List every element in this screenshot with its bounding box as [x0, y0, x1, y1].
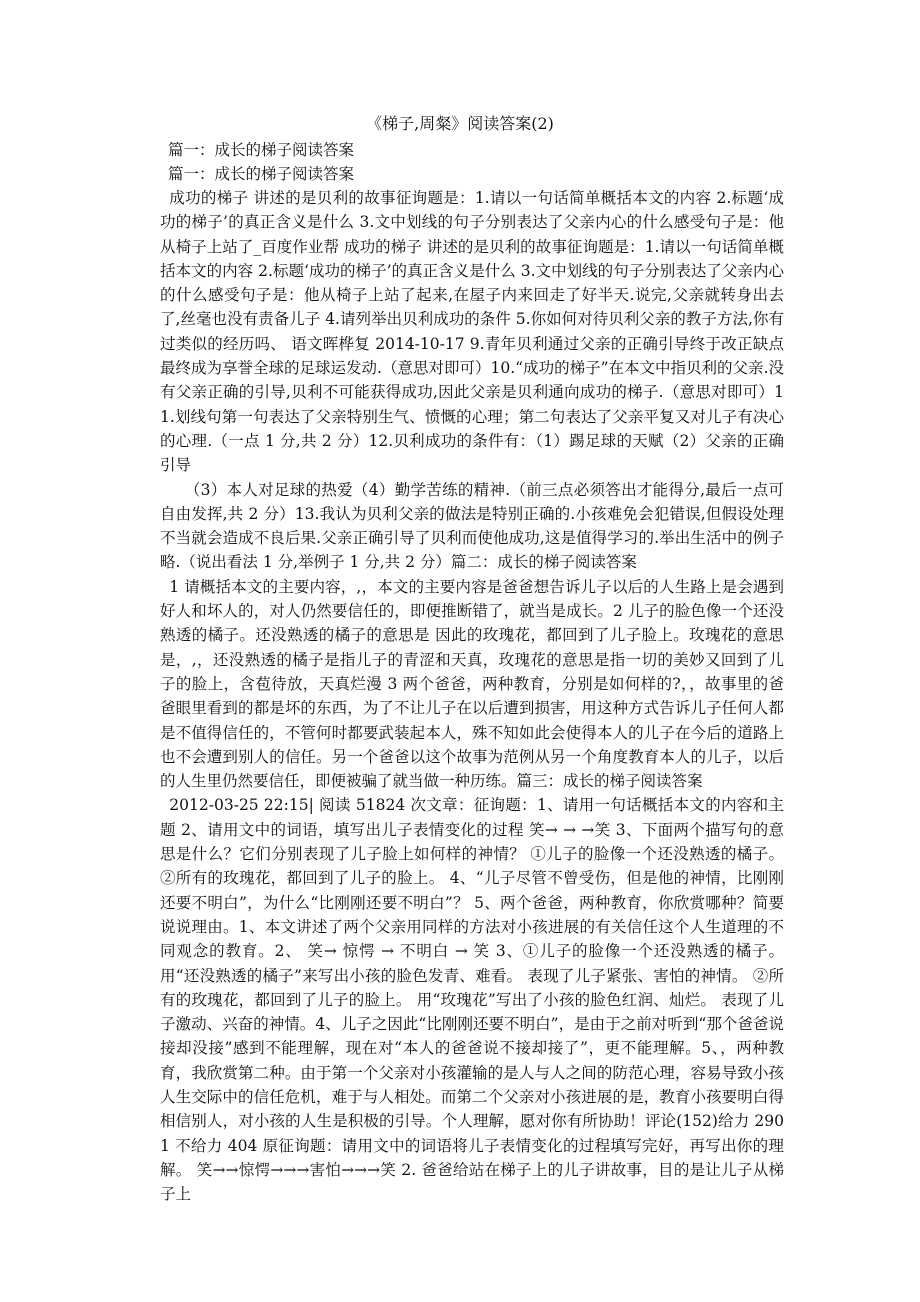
paragraph: 成功的梯子 讲述的是贝利的故事征询题是：1.请以一句话简单概括本文的内容 2.标题‘成功的梯子’的真正含义是什么 3.文中划线的句子分别表达了父亲内心的什么感受句子是：他从椅子上站了_百度作业帮 成功的梯子 讲述的是贝利的故事征询题是：1.请以一句话简单概括本文的内容 2.标题‘成功的梯子’的真正含义是什么 3.文中划线的句子分别表达了父亲内心的什么感受句子是：他从椅子上站了起来,在屋子内来回走了好半天.说完,父亲就转身出去了,丝毫也没有责备儿子 4.请列举出贝利成功的条件 5.你如何对待贝利父亲的教子方法,你有过类似的经历吗、 语文晖桦复 2014-10-17 9.青年贝利通过父亲的正确引导终于改正缺点最终成为享誉全球的足球运发动.（意思对即可）10.“成功的梯子”在本文中指贝利的父亲.没有父亲正确的引导,贝利不可能获得成功,因此父亲是贝利通向成功的梯子.（意思对即可）11.划线句第一句表达了父亲特别生气、愤慨的心理；第二句表达了父亲平复又对儿子有决心的心理.（一点 1 分,共 2 分）12.贝利成功的条件有：（1）踢足球的天赋（2）父亲的正确引导: [160, 189, 784, 475]
document-title: 《梯子,周粲》阅读答案(2): [366, 114, 554, 133]
document-body: [160, 186, 784, 1206]
paragraph: 2012-03-25 22:15| 阅读 51824 次文章：征询题：1、请用一句话概括本文的内容和主题 2、请用文中的词语，填写出儿子表情变化的过程 笑→ → →笑 3、下面两个描写句的意思是什么？它们分别表现了儿子脸上如何样的神情？ ①儿子的脸像一个还没熟透的橘子。 ②所有的玫瑰花，都回到了儿子的脸上。 4、“儿子尽管不曾受伤，但是他的神情，比刚刚还要不明白”，为什么“比刚刚还要不明白”？ 5、两个爸爸，两种教育，你欣赏哪种？简要说说理由。1、本文讲述了两个父亲用同样的方法对小孩进展的有关信任这个人生道理的不同观念的教育。2、 笑→ 惊愕 → 不明白 → 笑 3、①儿子的脸像一个还没熟透的橘子。 用“还没熟透的橘子”来写出小孩的脸色发青、难看。 表现了儿子紧张、害怕的神情。 ②所有的玫瑰花，都回到了儿子的脸上。 用“玫瑰花”写出了小孩的脸色红润、灿烂。 表现了儿子激动、兴奋的神情。4、儿子之因此“比刚刚还要不明白”，是由于之前对听到“那个爸爸说接却没接”感到不能理解，现在对“本人的爸爸说不接却接了”，更不能理解。5、，两种教育，我欣赏第二种。由于第一个父亲对小孩灌输的是人与人之间的防范心理，容易导致小孩人生交际中的信任危机，难于与人相处。而第二个父亲对小孩进展的是，教育小孩要明白得相信别人，对小孩的人生是积极的引导。个人理解，愿对你有所协助！评论(152)给力 2901 不给力 404 原征询题：请用文中的词语将儿子表情变化的过程填写完好，再写出你的理解。 笑→→惊愕→→→害怕→→→笑 2. 爸爸给站在梯子上的儿子讲故事，目的是让儿子从梯子上: [160, 796, 784, 1204]
paragraph: （3）本人对足球的热爱（4）勤学苦练的精神.（前三点必须答出才能得分,最后一点可自由发挥,共 2 分）13.我认为贝利父亲的做法是特别正确的.小孩难免会犯错误,但假设处理不当就会造成不良后果.父亲正确引导了贝利而使他成功,这是值得学习的.举出生活中的例子略.（说出看法 1 分,举例子 1 分,共 2 分）篇二：成长的梯子阅读答案: [160, 480, 784, 572]
section-heading: 篇一：成长的梯子阅读答案: [168, 165, 355, 183]
section-heading: 篇一：成长的梯子阅读答案: [168, 141, 355, 159]
paragraph: 1 请概括本文的主要内容，,，本文的主要内容是爸爸想告诉儿子以后的人生路上是会遇到好人和坏人的，对人仍然要信任的，即便推断错了，就当是成长。2 儿子的脸色像一个还没熟透的橘子。还没熟透的橘子的意思是 因此的玫瑰花，都回到了儿子脸上。玫瑰花的意思是，,，还没熟透的橘子是指儿子的青涩和天真，玫瑰花的意思是指一切的美妙又回到了儿子的脸上，含苞待放，天真烂漫 3 两个爸爸，两种教育，分别是如何样的?，，故事里的爸爸眼里看到的都是坏的东西，为了不让儿子在以后遭到损害，用这种方式告诉儿子任何人都是不值得信任的，不管何时都要武装起本人，殊不知如此会使得本人的儿子在今后的道路上也不会遭到别人的信任。另一个爸爸以这个故事为范例从另一个角度教育本人的儿子，以后的人生里仍然要信任，即便被骗了就当做一种历练。篇三：成长的梯子阅读答案: [160, 577, 784, 791]
